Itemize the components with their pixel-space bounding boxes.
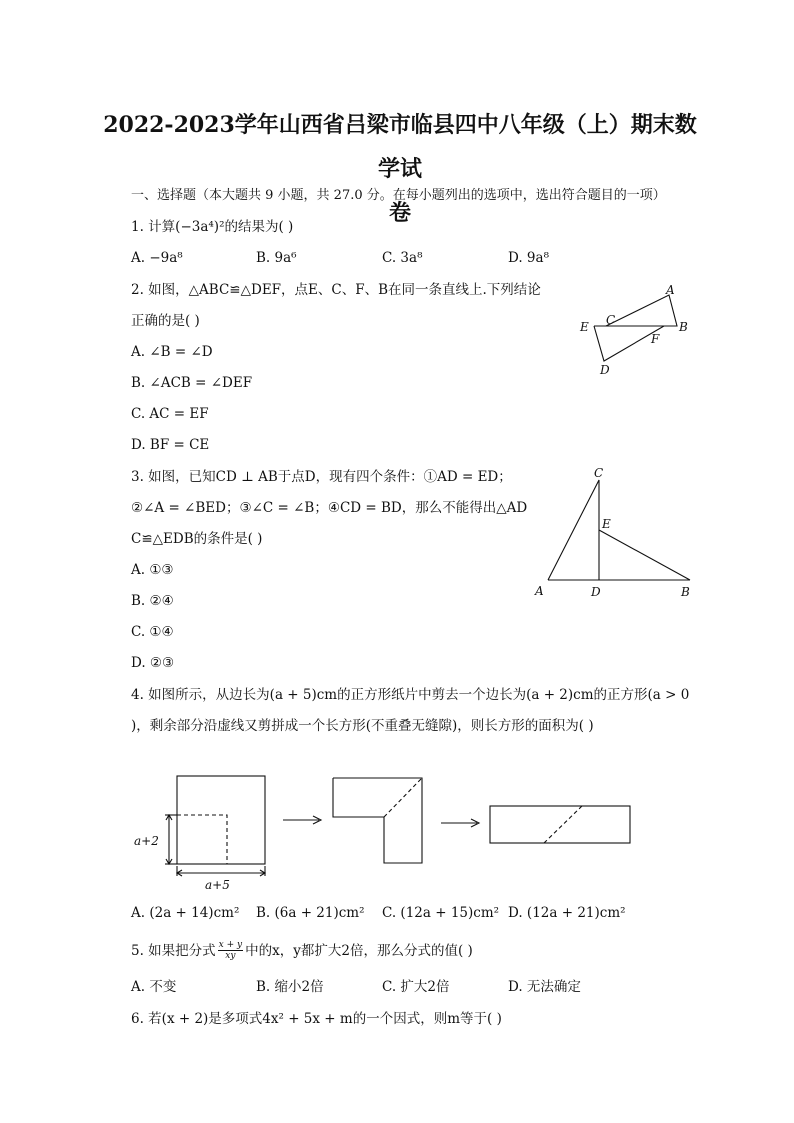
- q5-fraction-denominator: xy: [225, 951, 236, 961]
- q4-option-b: B. (6a + 21)cm²: [256, 905, 365, 921]
- q2-stem-line-1: 2. 如图，△ABC≌△DEF，点E、C、F、B在同一条直线上.下列结论: [131, 282, 541, 298]
- q3-figure: [530, 465, 705, 605]
- q2-figure: [575, 285, 705, 375]
- q5-option-b: B. 缩小2倍: [256, 979, 324, 995]
- exam-title: [100, 103, 700, 235]
- section-heading: 一、选择题（本大题共 9 小题，共 27.0 分。在每小题列出的选项中，选出符合题目的一项）: [131, 188, 666, 203]
- q4-cut-square: [177, 815, 227, 864]
- q2-label-b: B: [679, 320, 688, 334]
- q3-label-a: A: [535, 584, 544, 598]
- q3-option-d: D. ②③: [131, 655, 175, 671]
- q3-label-e: E: [602, 517, 611, 531]
- q2-label-e: E: [580, 320, 589, 334]
- q3-segment-eb: [599, 530, 690, 580]
- q1-option-a: A. −9a⁸: [131, 250, 183, 266]
- q5-option-a: A. 不变: [131, 979, 177, 995]
- q2-stem-line-2: 正确的是( ): [131, 313, 200, 329]
- q4-figure: [125, 770, 645, 890]
- q4-stem-line-2: )，剩余部分沿虚线又剪拼成一个长方形(不重叠无缝隙)，则长方形的面积为( ): [131, 718, 594, 734]
- q3-label-c: C: [594, 466, 604, 480]
- q4-label-side: a+2: [134, 834, 159, 848]
- q5-option-d: D. 无法确定: [508, 979, 581, 995]
- q4-option-d: D. (12a + 21)cm²: [508, 905, 626, 921]
- q4-option-a: A. (2a + 14)cm²: [131, 905, 240, 921]
- q5-stem-post: 中的x，y都扩大2倍，那么分式的值( ): [245, 942, 473, 959]
- q3-triangle-acd: [548, 480, 599, 580]
- q3-option-a: A. ①③: [131, 562, 174, 578]
- q4-rect-cut-line: [544, 806, 582, 843]
- q4-label-bottom: a+5: [205, 878, 230, 892]
- q5-stem: [131, 940, 473, 961]
- q1-option-b: B. 9a⁶: [256, 250, 297, 266]
- q3-option-b: B. ②④: [131, 593, 174, 609]
- q4-stem-line-1: 4. 如图所示，从边长为(a + 5)cm的正方形纸片中剪去一个边长为(a + 2)cm的正方形(a > 0: [131, 687, 690, 703]
- q4-l-cut-line: [384, 778, 422, 817]
- q2-triangle-abc: [606, 295, 677, 326]
- q4-option-c: C. (12a + 15)cm²: [382, 905, 500, 921]
- q2-label-f: F: [651, 332, 660, 346]
- q2-option-b: B. ∠ACB = ∠DEF: [131, 375, 253, 391]
- q4-l-shape: [333, 778, 422, 863]
- q3-stem-line-2: ②∠A = ∠BED；③∠C = ∠B；④CD = BD，那么不能得出△AD: [131, 500, 528, 516]
- q1-option-d: D. 9a⁸: [508, 250, 549, 266]
- q1-stem: 1. 计算(−3a⁴)²的结果为( ): [131, 219, 294, 235]
- q4-big-square: [177, 776, 265, 864]
- q2-option-a: A. ∠B = ∠D: [131, 344, 213, 360]
- q3-label-d: D: [591, 585, 601, 599]
- q3-stem-line-3: C≌△EDB的条件是( ): [131, 531, 263, 547]
- q2-label-d: D: [600, 363, 610, 377]
- q5-option-c: C. 扩大2倍: [382, 979, 450, 995]
- q2-label-a: A: [666, 283, 675, 297]
- q1-option-c: C. 3a⁸: [382, 250, 423, 266]
- q2-option-c: C. AC = EF: [131, 406, 209, 422]
- title-line-1: 2022-2023学年山西省吕梁市临县四中八年级（上）期末数学试: [103, 112, 697, 182]
- title-line-2: 卷: [388, 200, 411, 226]
- q2-label-c: C: [606, 313, 616, 327]
- q5-fraction-numerator: x + y: [218, 940, 243, 950]
- q5-stem-pre: 5. 如果把分式: [131, 942, 216, 959]
- q3-stem-line-1: 3. 如图，已知CD ⊥ AB于点D，现有四个条件：①AD = ED；: [131, 469, 512, 485]
- q4-result-rectangle: [490, 806, 630, 843]
- q2-option-d: D. BF = CE: [131, 437, 210, 453]
- q3-option-c: C. ①④: [131, 624, 174, 640]
- q6-stem: 6. 若(x + 2)是多项式4x² + 5x + m的一个因式，则m等于( ): [131, 1011, 502, 1027]
- q5-fraction: [218, 940, 243, 961]
- q3-label-b: B: [681, 585, 690, 599]
